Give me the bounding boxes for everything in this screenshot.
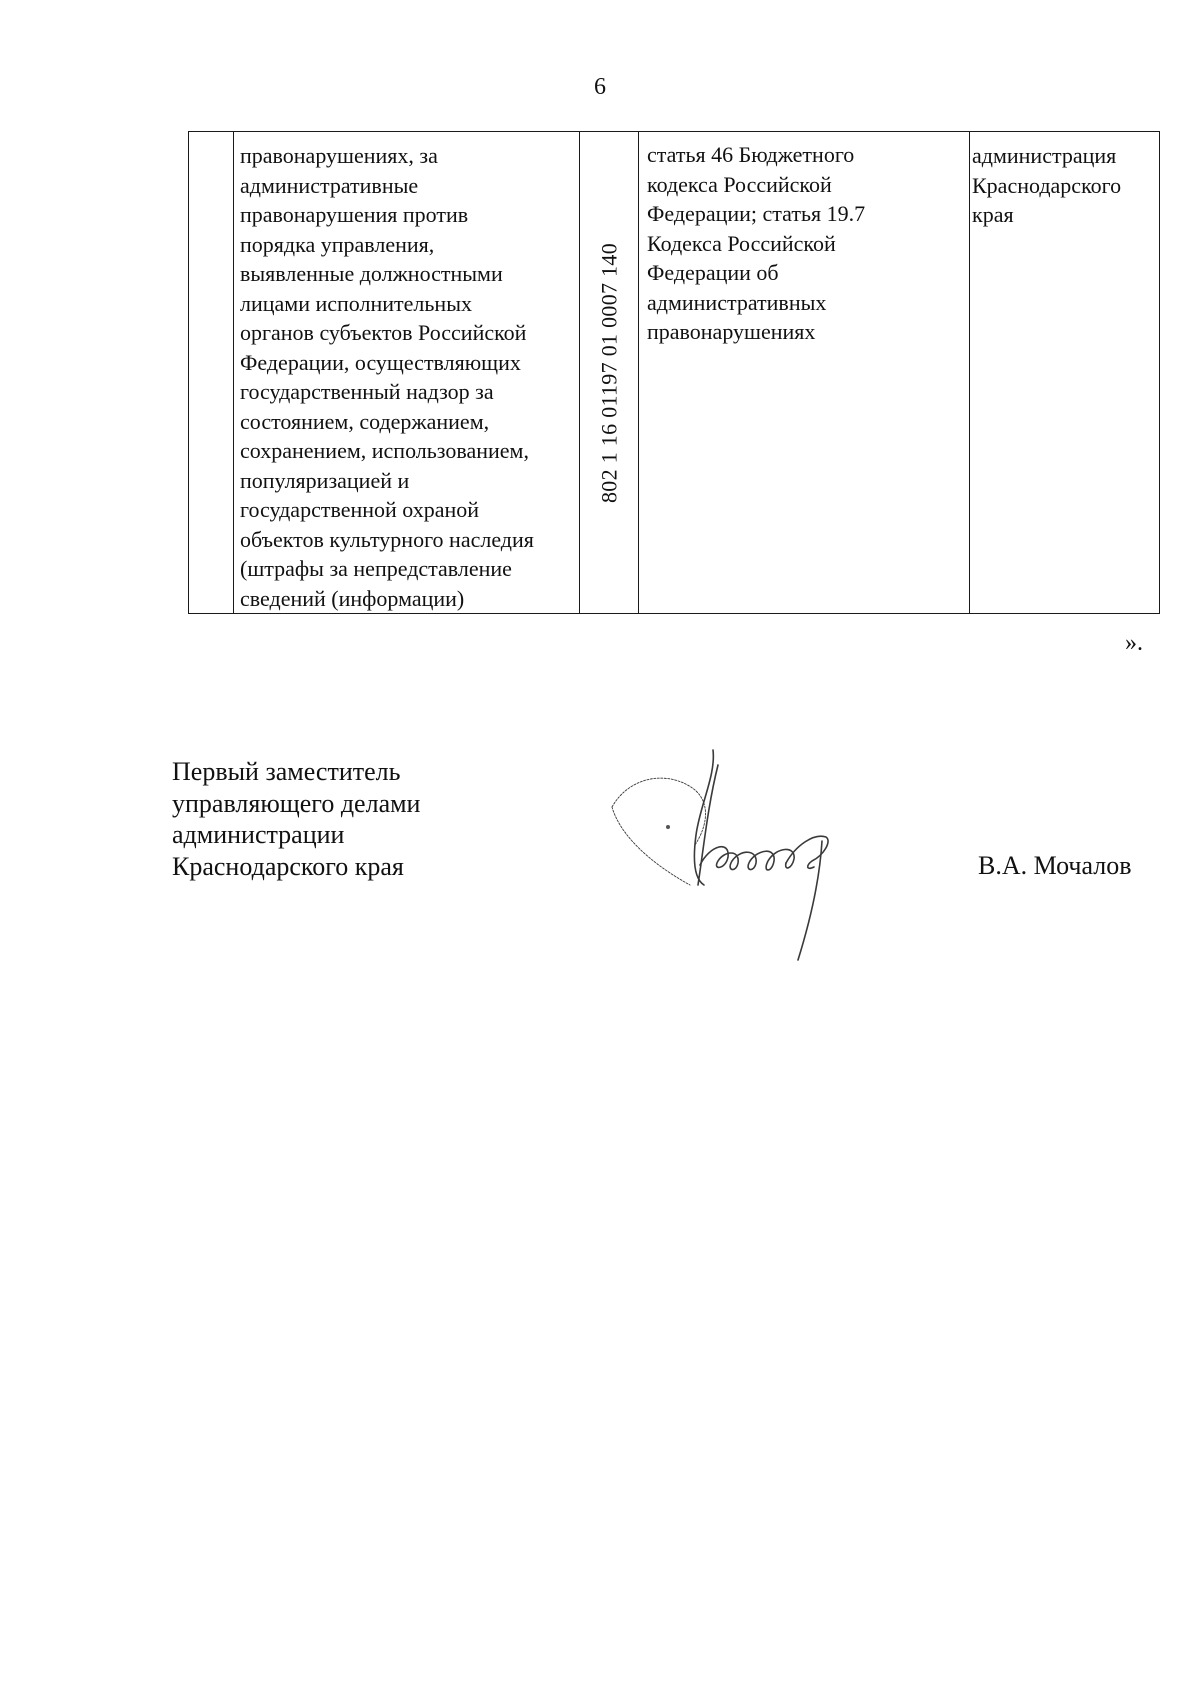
closing-quote: ». — [1125, 630, 1143, 656]
revenue-administrator: администрация Краснодарского края — [972, 143, 1122, 227]
description-cell — [234, 132, 580, 614]
signer-name: В.А. Мочалов — [978, 851, 1132, 880]
fee-table — [188, 131, 1160, 614]
fee-description: правонарушениях, за административные правонарушения против порядка управления, выявленные должностными лицами исполнительных органов субъектов Российской Федерации, осуществляющих государственный надзор за состоянием, содержанием, сохранением, использованием, популяризацией и государственной охраной объектов культурного наследия (штрафы за непредставление сведений (информации) — [240, 143, 534, 611]
budget-classification-code: 802 1 16 01197 01 0007 140 — [596, 242, 622, 503]
legal-basis-cell — [639, 132, 970, 614]
page-number: 6 — [594, 74, 606, 100]
row-number-cell — [189, 132, 234, 614]
table-row — [189, 132, 1160, 614]
legal-basis: статья 46 Бюджетного кодекса Российской Федерации; статья 19.7 Кодекса Российской Федерации об административных правонарушениях — [647, 142, 866, 344]
handwritten-signature-icon — [600, 745, 910, 975]
administrator-cell — [970, 132, 1160, 614]
budget-code-cell — [580, 132, 639, 614]
signer-position: Первый заместитель управляющего делами администрации Краснодарского края — [172, 757, 421, 881]
